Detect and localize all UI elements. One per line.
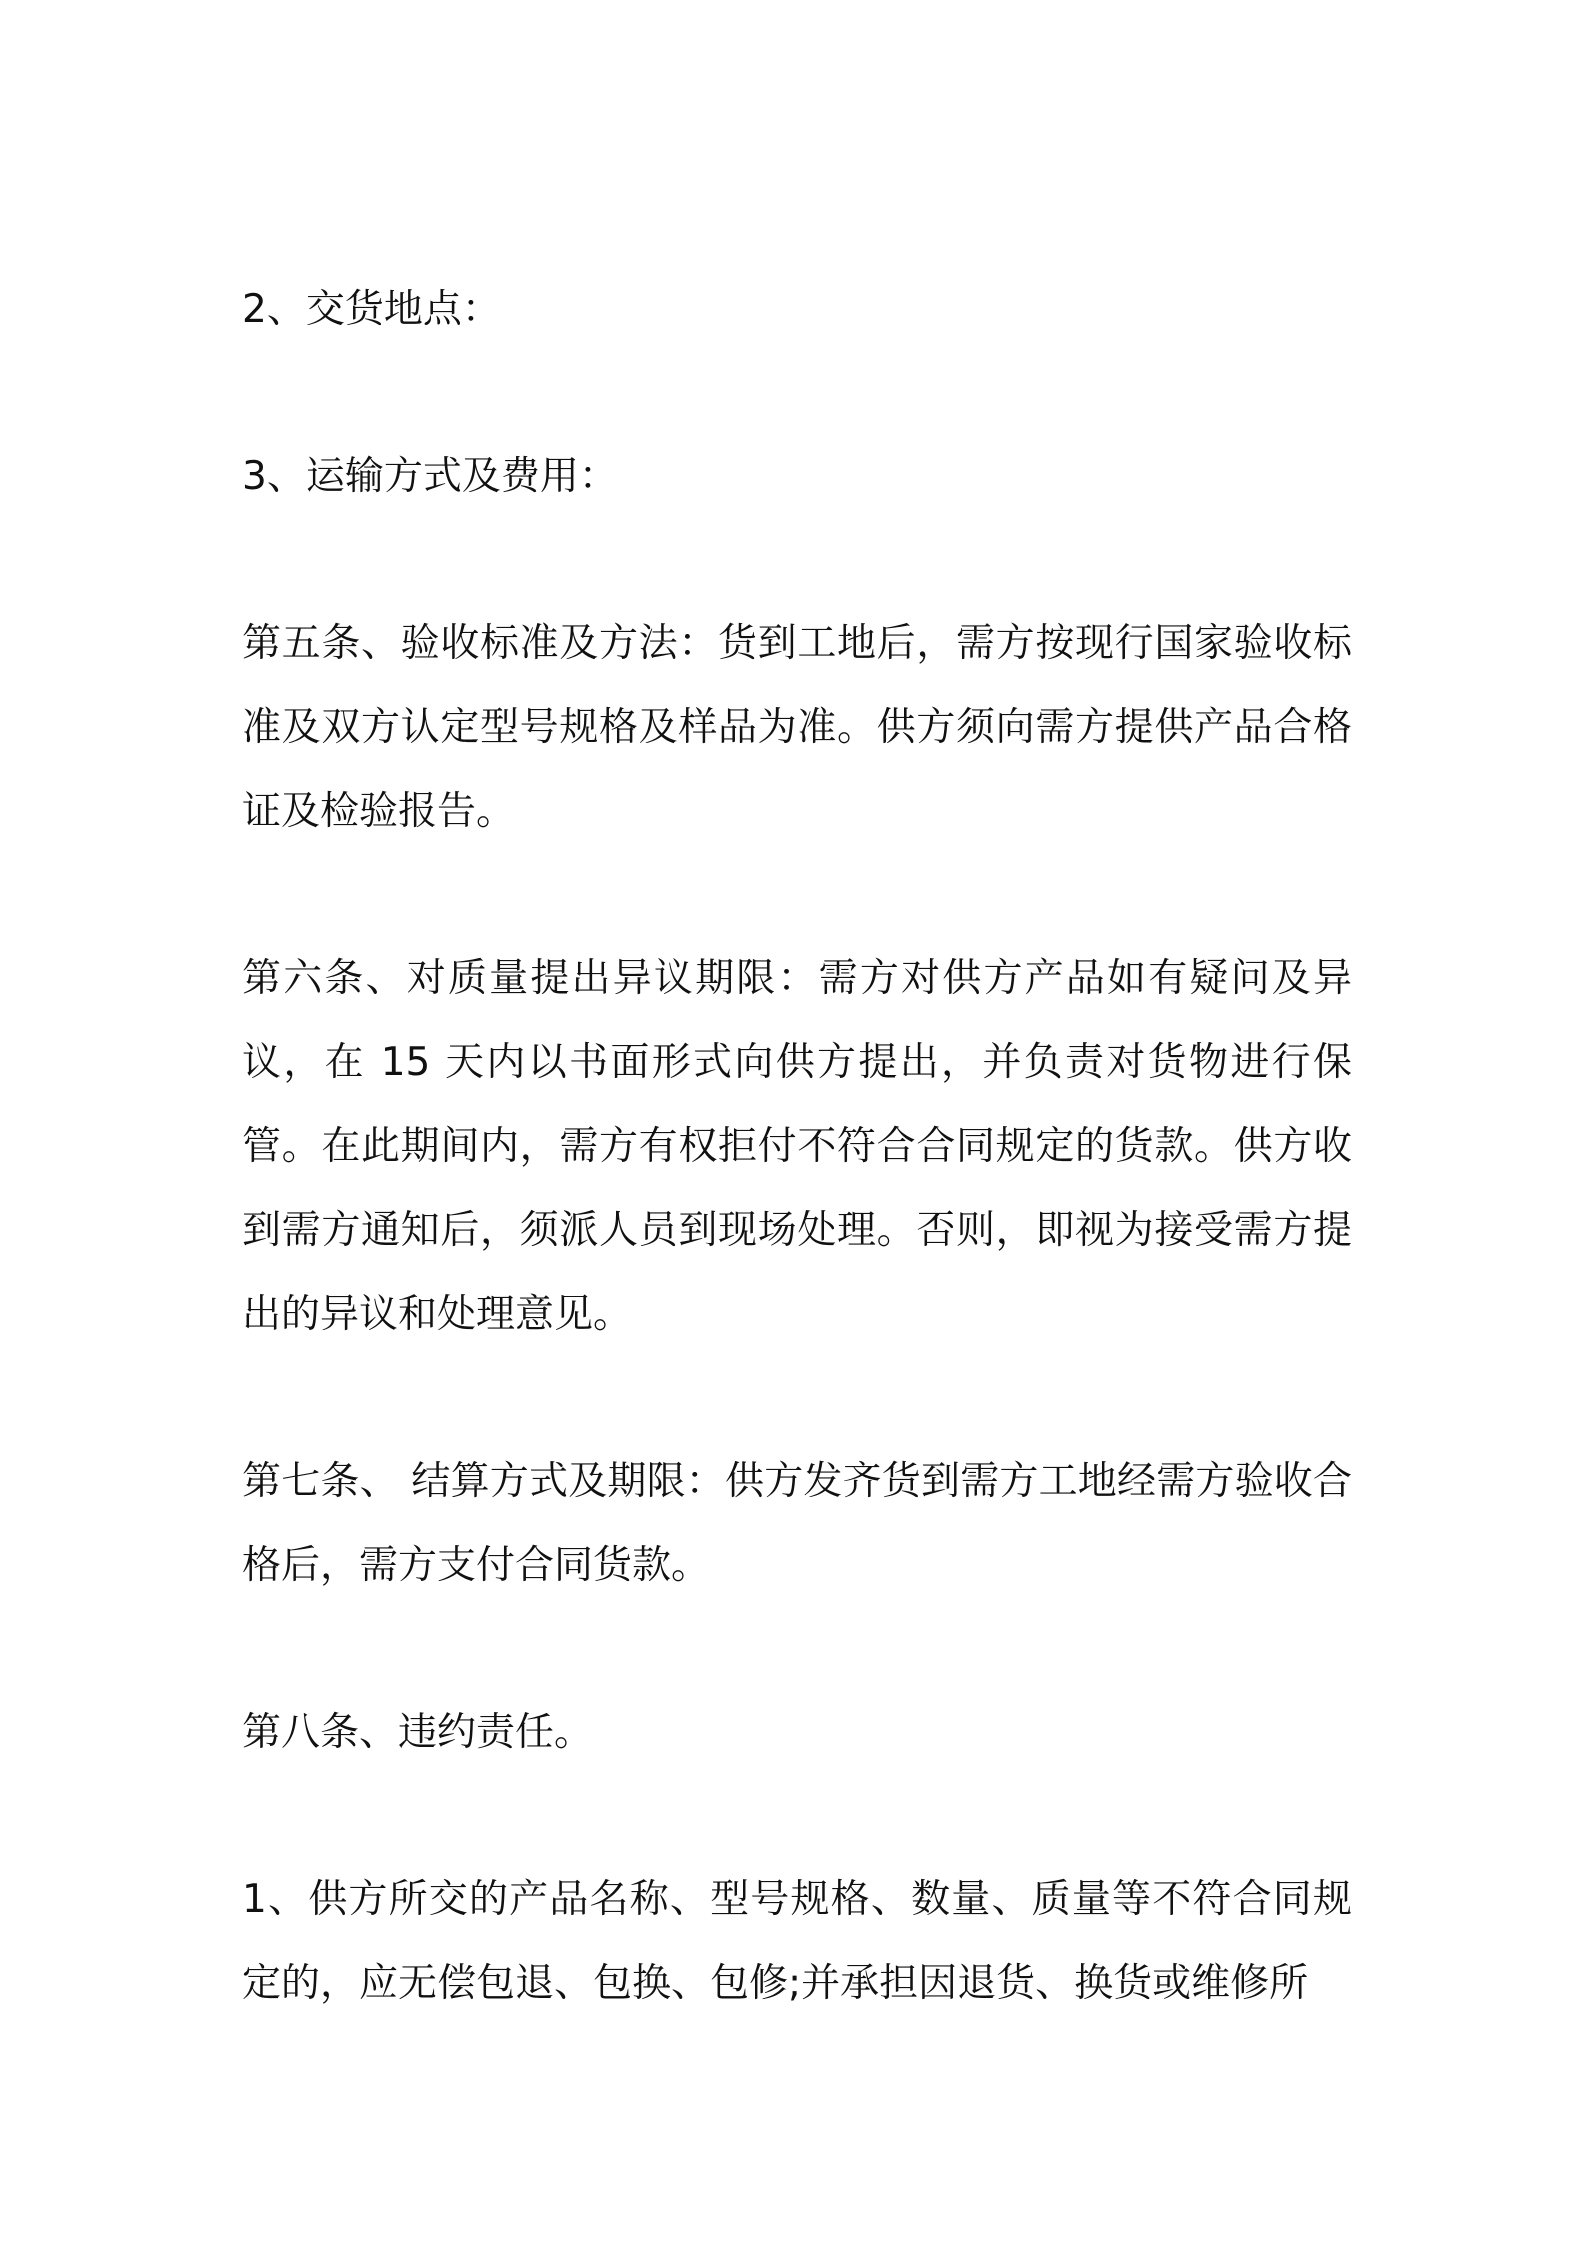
document-body (242, 268, 1352, 2026)
article-6-quality-objection: 第六条、对质量提出异议期限：需方对供方产品如有疑问及异议，在 15 天内以书面形式向供方提出，并负责对货物进行保管。在此期间内，需方有权拒付不符合合同规定的货款。供方收到需方通知后，须派人员到现场处理。否则，即视为接受需方提出的异议和处理意见。 (242, 956, 1352, 1337)
article-8-liability: 第八条、违约责任。 (242, 1710, 594, 1755)
clause-delivery-location: 2、交货地点： (242, 287, 501, 332)
clause-transport-method: 3、运输方式及费用： (242, 454, 618, 499)
article-7-settlement: 第七条、 结算方式及期限：供方发齐货到需方工地经需方验收合格后，需方支付合同货款。 (242, 1459, 1352, 1588)
liability-clause-1: 1、供方所交的产品名称、型号规格、数量、质量等不符合同规定的，应无偿包退、包换、包修;并承担因退货、换货或维修所 (242, 1877, 1352, 2006)
article-5-acceptance: 第五条、验收标准及方法：货到工地后，需方按现行国家验收标准及双方认定型号规格及样品为准。供方须向需方提供产品合格证及检验报告。 (242, 621, 1352, 834)
